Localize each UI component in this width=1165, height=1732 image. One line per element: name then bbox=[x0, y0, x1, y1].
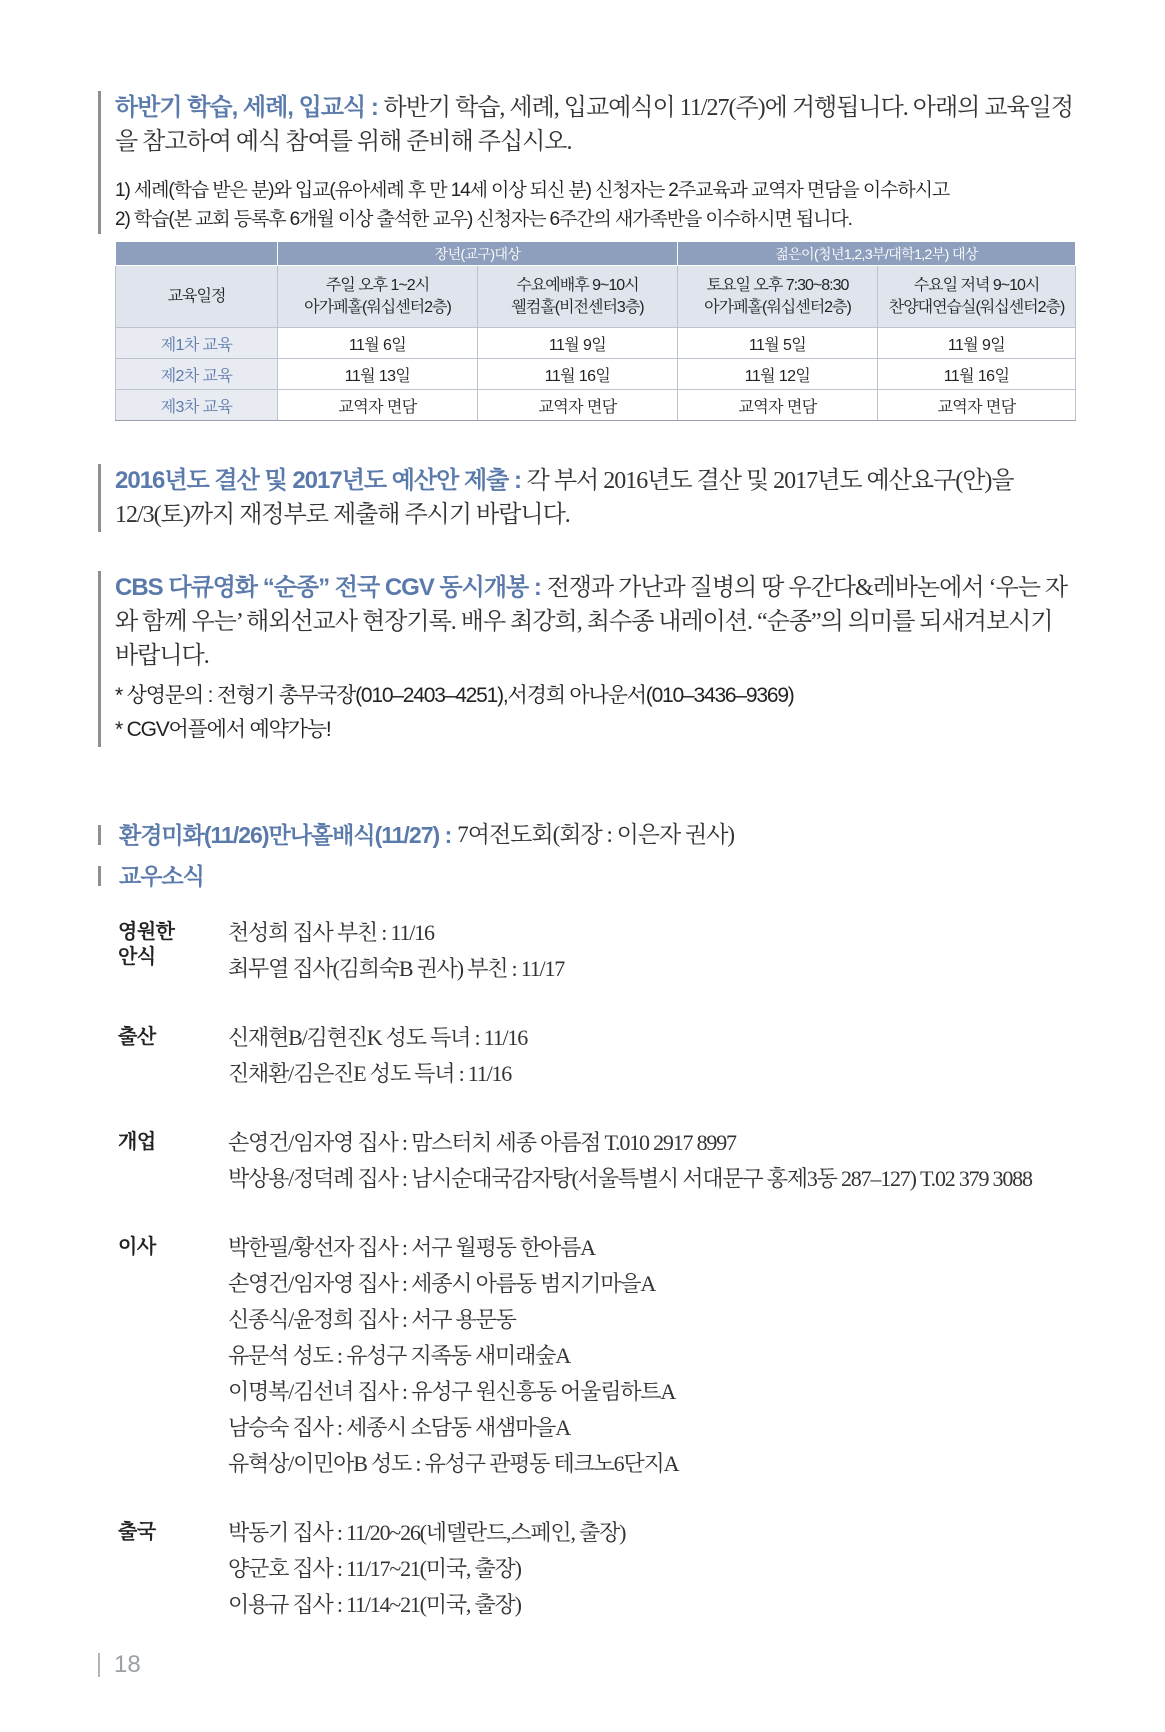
session-place: 웰컴홀(비전센터3층) bbox=[511, 298, 644, 316]
news-group-birth bbox=[118, 1020, 1118, 1092]
news-category-label-line: 출국 bbox=[118, 1521, 156, 1543]
news-group-departure bbox=[118, 1515, 1118, 1623]
news-item: 신종식/윤정희 집사 : 서구 용문동 bbox=[228, 1307, 516, 1332]
news-item: 양군호 집사 : 11/17~21(미국, 출장) bbox=[228, 1556, 521, 1581]
notice-body: 각 부서 2016년도 결산 및 2017년도 예산요구(안)을 12/3(토)까지 재정부로 제출해 주시기 바랍니다. bbox=[115, 468, 1014, 528]
notice-heading: 하반기 학습, 세례, 입교식 : bbox=[115, 94, 378, 121]
news-item: 신재현B/김현진K 성도 득녀 : 11/16 bbox=[228, 1025, 528, 1050]
table-row bbox=[116, 359, 1076, 390]
page-number-text: 18 bbox=[114, 1651, 141, 1678]
notice-heading: CBS 다큐영화 “순종” 전국 CGV 동시개봉 : bbox=[115, 574, 541, 601]
row-header-schedule: 교육일정 bbox=[116, 266, 278, 328]
news-category-label bbox=[118, 1515, 228, 1623]
notice-body: 전쟁과 가난과 질병의 땅 우간다&레바논에서 ‘우는 자와 함께 우는’ 해외선교사 현장기록. 배우 최강희, 최수종 내레이션. “순종”의 의미를 되새겨보시기 바랍니다. bbox=[115, 575, 1068, 669]
note-line: * CGV어플에서 예약가능! bbox=[115, 718, 331, 741]
news-group-moving bbox=[118, 1230, 1118, 1482]
page-number-bar bbox=[98, 1653, 100, 1677]
news-category-label-line: 이사 bbox=[118, 1236, 156, 1258]
news-category-label-line: 안식 bbox=[118, 946, 156, 968]
table-cell: 교역자 면담 bbox=[478, 390, 678, 421]
notice-budget bbox=[98, 464, 1075, 532]
news-item: 손영건/임자영 집사 : 세종시 아름동 범지기마을A bbox=[228, 1271, 656, 1296]
table-session-row bbox=[116, 266, 1076, 328]
news-category-label-line: 영원한 bbox=[118, 921, 175, 943]
table-cell: 11월 12일 bbox=[678, 359, 878, 390]
news-items bbox=[228, 1020, 1118, 1092]
session-time: 수요일 저녁 9~10시 bbox=[913, 276, 1040, 294]
session-time: 토요일 오후 7:30~8:30 bbox=[706, 276, 849, 294]
news-item: 박한필/황선자 집사 : 서구 월평동 한아름A bbox=[228, 1235, 595, 1260]
notice-heading: 2016년도 결산 및 2017년도 예산안 제출 : bbox=[115, 467, 521, 494]
table-cell: 11월 13일 bbox=[278, 359, 478, 390]
news-item: 이용규 집사 : 11/14~21(미국, 출장) bbox=[228, 1592, 521, 1617]
news-category-label bbox=[118, 1125, 228, 1197]
page-number bbox=[98, 1650, 141, 1680]
table-cell: 11월 9일 bbox=[878, 328, 1076, 359]
notice-duty bbox=[98, 818, 1165, 852]
note-line: 1) 세례(학습 받은 분)와 입교(유아세례 후 만 14세 이상 되신 분) 신청자는 2주교육과 교역자 면담을 이수하시고 bbox=[115, 180, 950, 201]
news-item: 진채환/김은진E 성도 득녀 : 11/16 bbox=[228, 1061, 512, 1086]
news-items bbox=[228, 1125, 1118, 1197]
session-place: 아가페홀(워십센터2층) bbox=[304, 298, 451, 316]
notice-baptism-notes bbox=[115, 176, 1075, 234]
news-item: 유문석 성도 : 유성구 지족동 새미래숲A bbox=[228, 1343, 570, 1368]
table-group-header-row bbox=[116, 242, 1076, 266]
news-item: 유혁상/이민아B 성도 : 유성구 관평동 테크노6단지A bbox=[228, 1451, 679, 1476]
news-items bbox=[228, 915, 1118, 987]
notice-movie-text bbox=[115, 571, 1075, 673]
notice-baptism bbox=[98, 91, 1075, 234]
news-item: 이명복/김선녀 집사 : 유성구 원신흥동 어울림하트A bbox=[228, 1379, 676, 1404]
session-cell bbox=[278, 266, 478, 328]
news-item: 남승숙 집사 : 세종시 소담동 새샘마을A bbox=[228, 1415, 570, 1440]
member-news bbox=[118, 915, 1118, 1623]
notice-body: 7여전도회(회장 : 이은자 권사) bbox=[457, 822, 735, 847]
news-category-label-line: 출산 bbox=[118, 1026, 156, 1048]
table-corner-cell bbox=[116, 242, 278, 266]
note-line: 2) 학습(본 교회 등록후 6개월 이상 출석한 교우) 신청자는 6주간의 새가족반을 이수하시면 됩니다. bbox=[115, 209, 852, 230]
section-bar bbox=[98, 825, 101, 845]
table-cell: 11월 5일 bbox=[678, 328, 878, 359]
news-group-opening bbox=[118, 1125, 1118, 1197]
session-cell bbox=[478, 266, 678, 328]
table-cell: 11월 16일 bbox=[878, 359, 1076, 390]
news-item: 천성희 집사 부친 : 11/16 bbox=[228, 920, 434, 945]
news-title-row bbox=[98, 859, 1165, 893]
group-header-adult: 장년(교구)대상 bbox=[278, 242, 678, 266]
session-place: 아가페홀(워십센터2층) bbox=[704, 298, 851, 316]
news-item: 손영건/임자영 집사 : 맘스터치 세종 아름점 T.010 2917 8997 bbox=[228, 1130, 736, 1155]
notice-body: 하반기 학습, 세례, 입교예식이 11/27(주)에 거행됩니다. 아래의 교육일정을 참고하여 예식 참여를 위해 준비해 주십시오. bbox=[115, 95, 1074, 155]
notice-baptism-text bbox=[115, 91, 1075, 159]
session-time: 주일 오후 1~2시 bbox=[325, 276, 430, 294]
notice-budget-text bbox=[115, 464, 1075, 532]
news-item: 박상용/정덕례 집사 : 남시순대국감자탕(서울특별시 서대문구 홍제3동 287–127) T.02 379 3088 bbox=[228, 1166, 1032, 1191]
table-row bbox=[116, 390, 1076, 421]
notice-movie-notes bbox=[115, 679, 1075, 747]
row-label: 제1차 교육 bbox=[116, 328, 278, 359]
news-items bbox=[228, 1515, 1118, 1623]
notice-heading: 환경미화(11/26)만나홀배식(11/27) : bbox=[119, 822, 452, 848]
table-cell: 교역자 면담 bbox=[878, 390, 1076, 421]
news-category-label bbox=[118, 1020, 228, 1092]
news-item: 박동기 집사 : 11/20~26(네델란드,스페인, 출장) bbox=[228, 1520, 626, 1545]
row-label: 제2차 교육 bbox=[116, 359, 278, 390]
table-cell: 교역자 면담 bbox=[278, 390, 478, 421]
session-time: 수요예배후 9~10시 bbox=[516, 276, 639, 294]
news-items bbox=[228, 1230, 1118, 1482]
session-place: 찬양대연습실(워십센터2층) bbox=[888, 298, 1065, 316]
news-category-label bbox=[118, 1230, 228, 1482]
note-line: * 상영문의 : 전형기 총무국장(010–2403–4251),서경희 아나운서(010–3436–9369) bbox=[115, 684, 794, 707]
news-item: 최무열 집사(김희숙B 권사) 부친 : 11/17 bbox=[228, 956, 565, 981]
news-category-label bbox=[118, 915, 228, 987]
news-category-label-line: 개업 bbox=[118, 1131, 156, 1153]
group-header-youth: 젊은이(청년1,2,3부/대학1,2부) 대상 bbox=[678, 242, 1076, 266]
table-row bbox=[116, 328, 1076, 359]
news-title: 교우소식 bbox=[119, 863, 204, 889]
table-cell: 교역자 면담 bbox=[678, 390, 878, 421]
news-group-condolence bbox=[118, 915, 1118, 987]
schedule-table bbox=[115, 242, 1076, 421]
session-cell bbox=[678, 266, 878, 328]
section-bar bbox=[98, 866, 101, 886]
table-cell: 11월 9일 bbox=[478, 328, 678, 359]
session-cell bbox=[878, 266, 1076, 328]
row-label: 제3차 교육 bbox=[116, 390, 278, 421]
table-cell: 11월 6일 bbox=[278, 328, 478, 359]
table-cell: 11월 16일 bbox=[478, 359, 678, 390]
notice-movie bbox=[98, 571, 1075, 747]
